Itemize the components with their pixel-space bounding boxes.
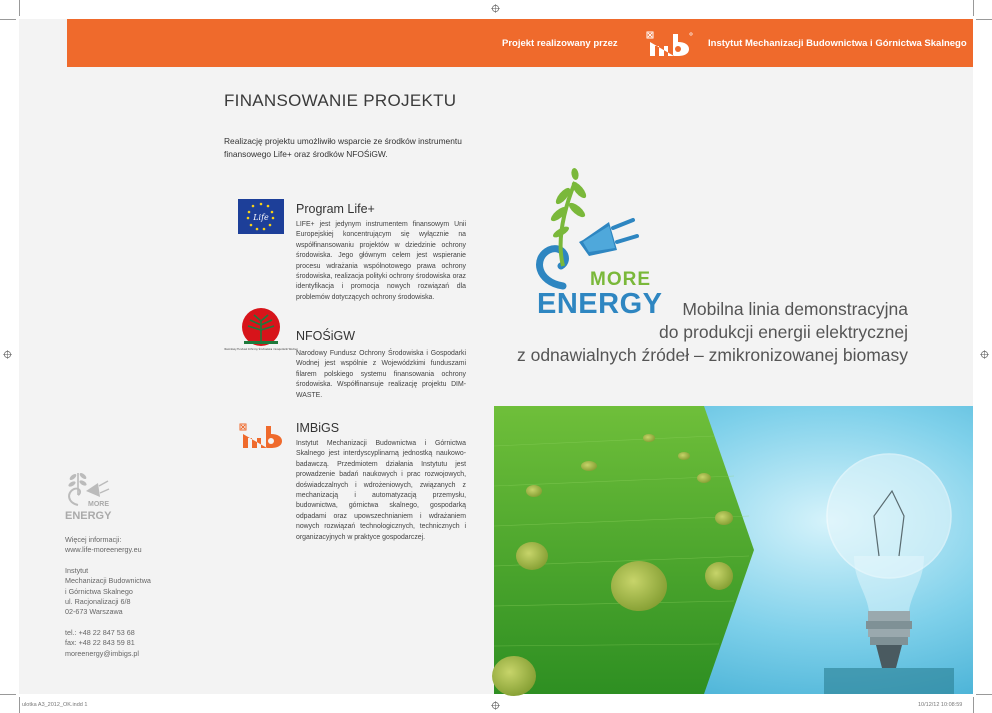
section-heading-nfosigw: NFOŚiGW <box>296 329 356 343</box>
tagline-line: Mobilna linia demonstracyjna <box>682 299 908 319</box>
more-info-label: Więcej informacji: <box>65 535 122 544</box>
email-link[interactable]: moreenergy@imbigs.pl <box>65 648 140 658</box>
section-body-life: LIFE+ jest jedynym instrumentem finansowym Unii Europejskiej koncentrującym się wyłącznie na współfinansowaniu projektów w dziedzinie ochrony środowiska. Jego głównym celem jest wspieranie procesu wdrażania wspólnotowego prawa ochrony środowiska, realizacja polityki ochrony środowiska oraz identyfikacja i promocja nowych rozwiązań dla problemów dotyczących ochrony środowiska. <box>296 221 466 301</box>
file-slug: ulotka A3_2012_OK.indd 1 <box>22 702 88 708</box>
banner-left-text: Projekt realizowany przez <box>502 38 618 49</box>
address-line: ul. Racjonalizacji 6/8 <box>65 597 131 607</box>
fax-number: fax: +48 22 843 59 81 <box>65 638 135 648</box>
date-slug: 10/12/12 10:08:59 <box>918 702 963 708</box>
registration-mark-icon <box>3 350 12 359</box>
big-logo-energy: ENERGY <box>537 288 663 320</box>
address-line: 02-673 Warszawa <box>65 607 123 617</box>
contact-block <box>65 535 151 659</box>
big-logo-more: MORE <box>590 269 651 290</box>
crop-mark <box>0 19 16 20</box>
phone-number: tel.: +48 22 847 53 68 <box>65 627 135 637</box>
crop-mark <box>976 19 992 20</box>
imbigs-logo-icon <box>239 422 287 450</box>
address-line: Mechanizacji Budownictwa <box>65 576 151 586</box>
section-heading-imbigs: IMBiGS <box>296 421 340 435</box>
section-heading-life: Program Life+ <box>296 202 375 216</box>
registration-mark-icon <box>491 4 500 13</box>
nfosigw-logo-icon <box>224 307 298 357</box>
tagline-line: do produkcji energii elektrycznej <box>658 322 908 342</box>
small-logo-energy: ENERGY <box>65 510 112 522</box>
section-body-imbigs: Instytut Mechanizacji Budownictwa i Górnictwa Skalnego jest interdyscyplinarną jednostką naukowo-badawczą. Przedmiotem działania Instytutu jest prowadzenie badań naukowych i prac rozwojowych, doświadczalnych i wdrożeniowych, związanych z mechanizacją i automatyzacją przemysłu, budownictwa, górnictwa skalnego, gospodarką odpadami oraz upowszechnianiem i wdrażaniem nowych rozwiązań technologicznych, technicznych i organizacyjnych w praktyce gospodarczej. <box>296 440 466 541</box>
imbigs-logo-icon <box>647 30 693 58</box>
address-line: Instytut <box>65 565 89 575</box>
crop-mark <box>973 0 974 16</box>
address-line: i Górnictwa Skalnego <box>65 586 133 596</box>
nfosigw-logo-caption: Narodowy Fundusz Ochrony Środowiska i Gospodarki Wodnej <box>224 348 298 351</box>
crop-mark <box>19 697 20 713</box>
banner-right-text: Instytut Mechanizacji Budownictwa i Górnictwa Skalnego <box>708 38 967 49</box>
registration-mark-icon <box>980 350 989 359</box>
brochure-sheet <box>19 19 973 694</box>
crop-mark <box>973 697 974 713</box>
page-title: FINANSOWANIE PROJEKTU <box>224 91 457 110</box>
crop-mark <box>19 0 20 16</box>
eu-life-logo-icon <box>238 199 284 234</box>
website-link[interactable]: www.life-moreenergy.eu <box>65 545 142 555</box>
section-body-nfosigw: Narodowy Fundusz Ochrony Środowiska i Gospodarki Wodnej jest wspólnie z Wojewódzkimi funduszami filarem polskiego systemu finansowania ochrony środowiska. Współfinansuje realizację projektu DIM-WASTE. <box>296 350 466 399</box>
registration-mark-icon <box>491 701 500 710</box>
tagline-line: z odnawialnych źródeł – zmikronizowanej biomasy <box>516 345 908 365</box>
tagline <box>488 298 908 367</box>
field-and-lightbulb-image <box>494 406 973 694</box>
small-logo-more: MORE <box>88 501 109 508</box>
crop-mark <box>0 694 16 695</box>
intro-text: Realizację projektu umożliwiło wsparcie ze środków instrumentu finansowego Life+ oraz środków NFOŚiGW. <box>224 136 462 159</box>
crop-mark <box>976 694 992 695</box>
life-logo-text: Life <box>253 213 269 222</box>
